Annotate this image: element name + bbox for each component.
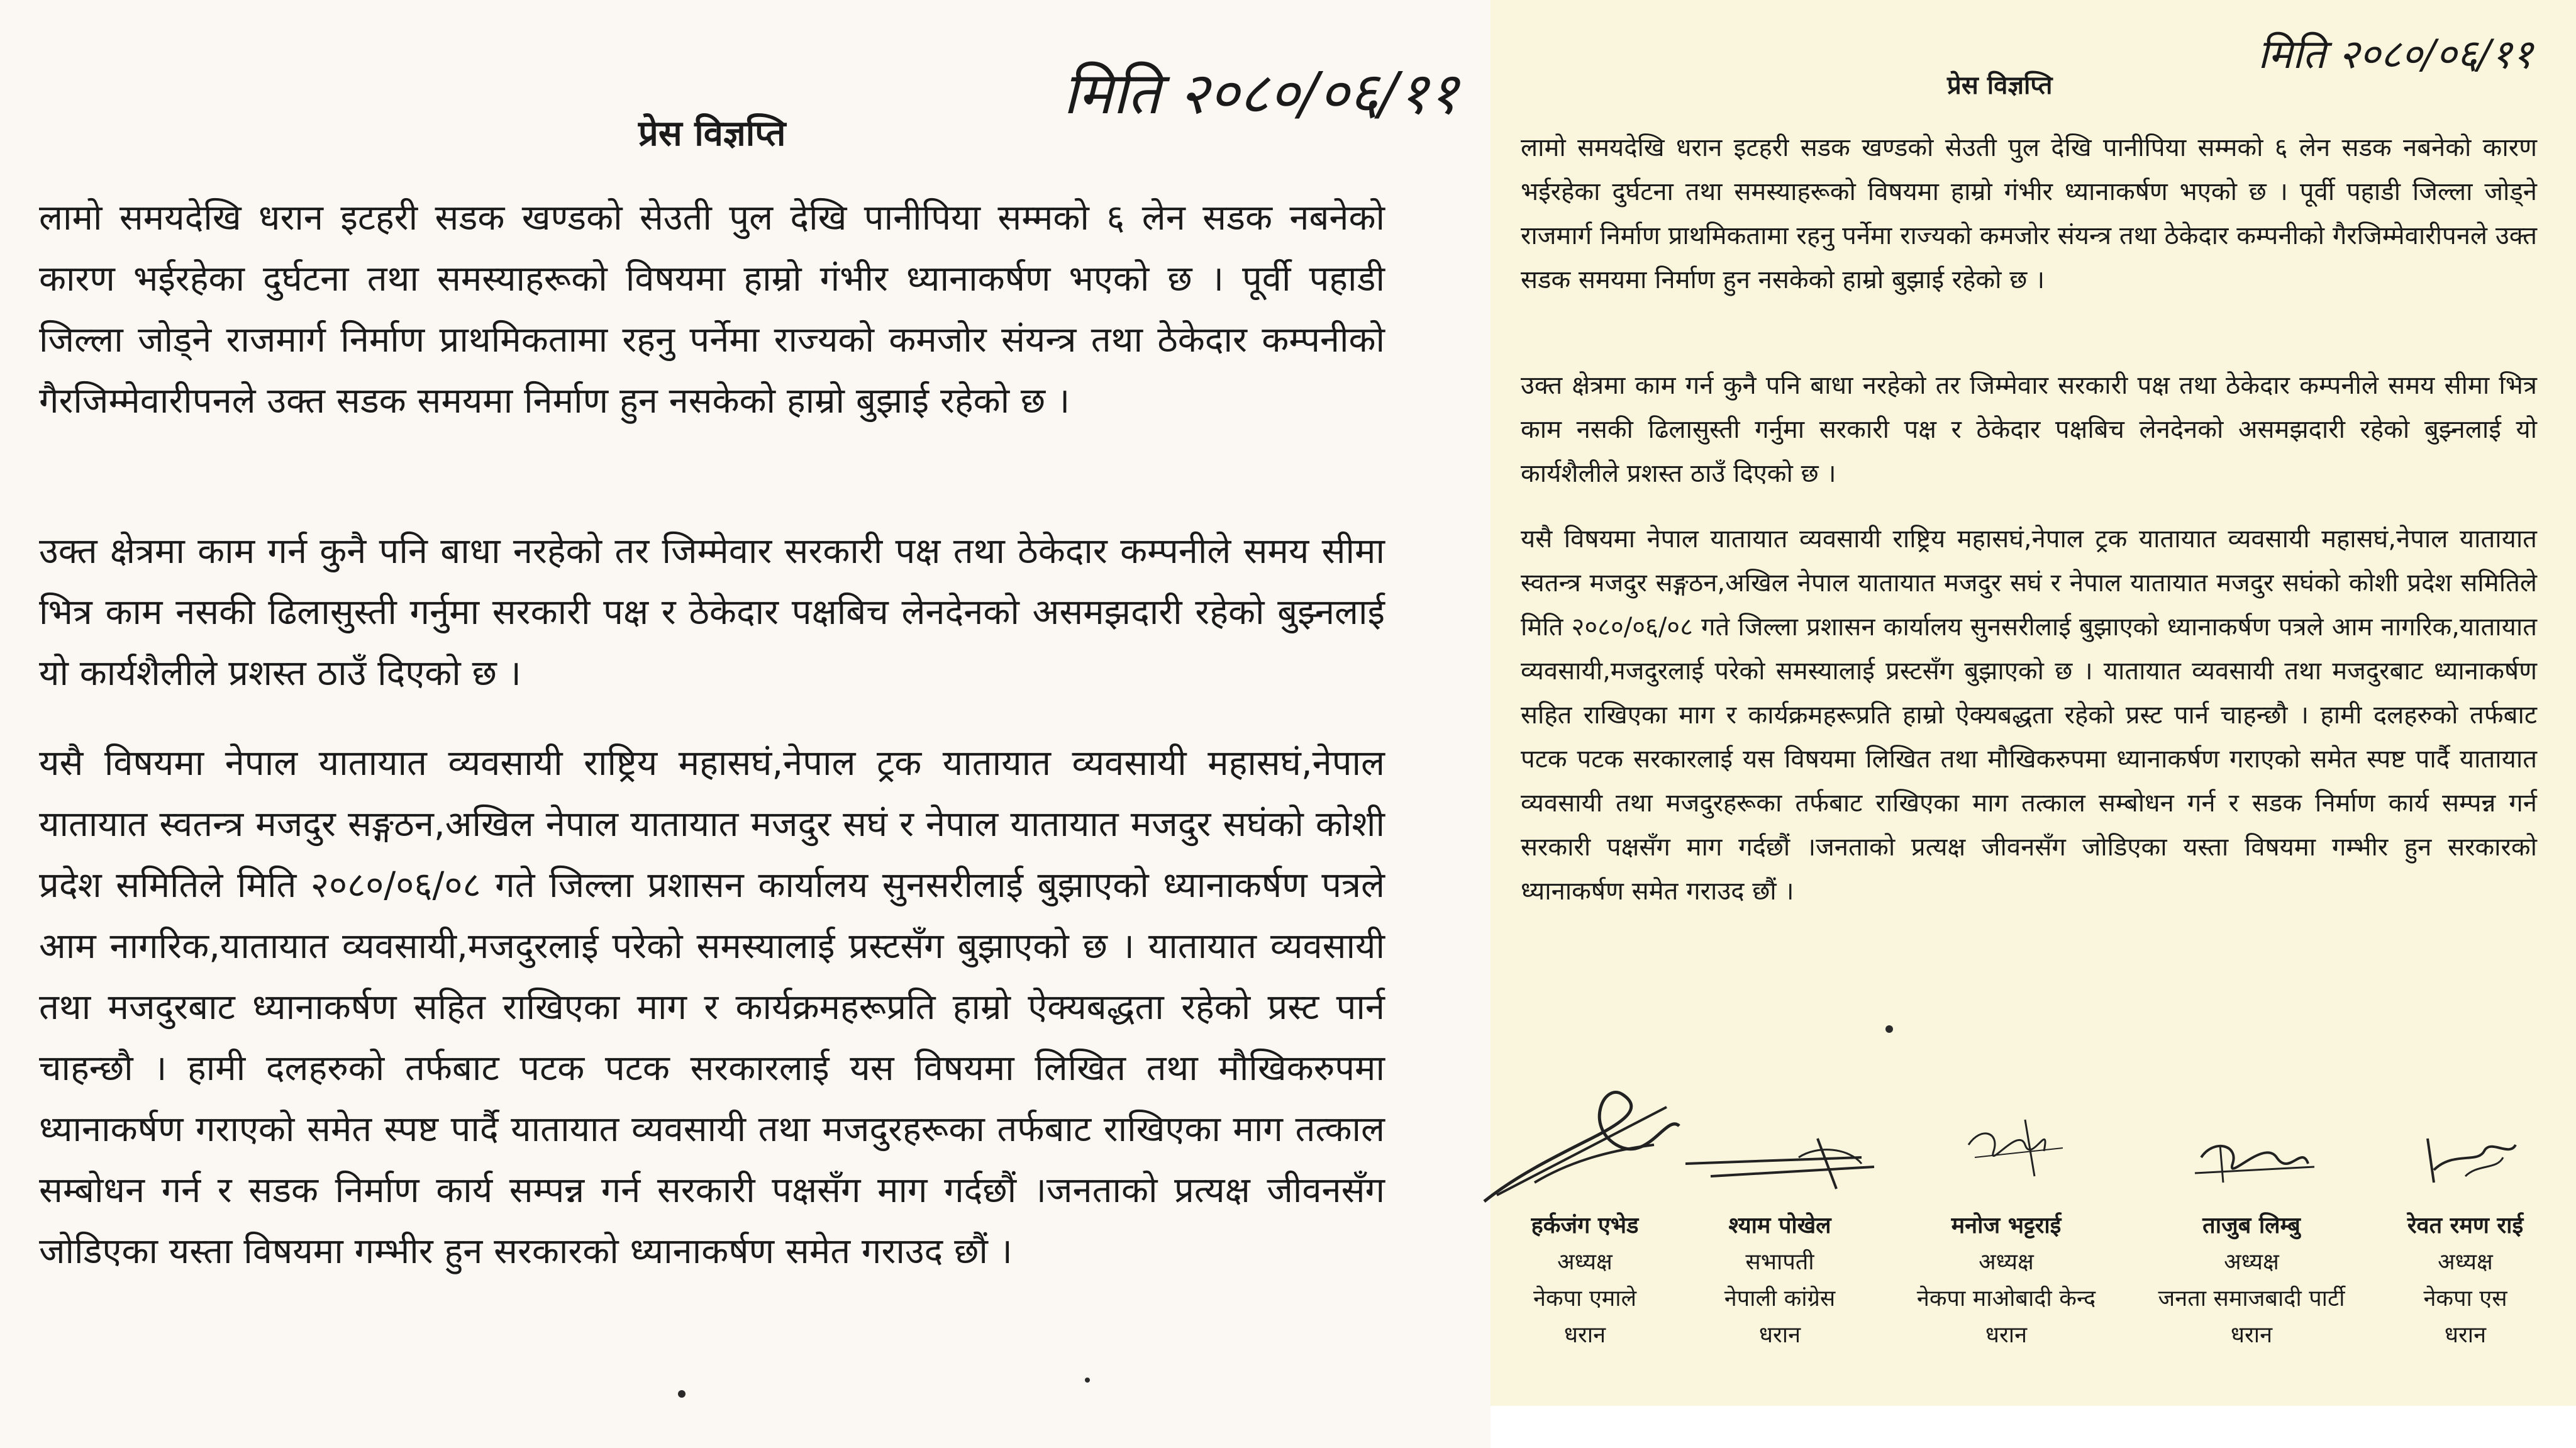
signatory-uml <box>1478 1069 1692 1354</box>
signatory-name: ताजुब लिम्बु <box>2202 1213 2301 1239</box>
scan-speck <box>1885 1025 1893 1033</box>
paragraph-contractor: उक्त क्षेत्रमा काम गर्न कुनै पनि बाधा नरहेको तर जिम्मेवार सरकारी पक्ष तथा ठेकेदार कम्पनीले समय सीमा भित्र काम नसकी ढिलासुस्ती गर्नुमा सरकारी पक्ष र ठेकेदार पक्षबिच लेनदेनको असमझदारी रहेको बुझ्नलाई यो कार्यशैलीले प्रशस्त ठाउँ दिएको छ । <box>39 531 1385 694</box>
signatory-party: नेकपा एस <box>2423 1286 2507 1312</box>
signatory-role: अध्यक्ष <box>1557 1249 1613 1275</box>
page-background <box>1491 1406 2576 1448</box>
press-release-title: प्रेस विज्ञप्ति <box>1947 71 2053 100</box>
signatory-place: धरान <box>1758 1322 1801 1348</box>
signatory-name: मनोज भट्टराई <box>1951 1213 2062 1239</box>
paragraph-demands: यसै विषयमा नेपाल यातायात व्यवसायी राष्ट्रिय महासघं,नेपाल ट्रक यातायात व्यवसायी महासघं,नेपाल यातायात स्वतन्त्र मजदुर सङ्गठन,अखिल नेपाल यातायात मजदुर सघं र नेपाल यातायात मजदुर सघंको कोशी प्रदेश समितिले मिति २०८०/०६/०८ गते जिल्ला प्रशासन कार्यालय सुनसरीलाई बुझाएको ध्यानाकर्षण पत्रले आम नागरिक,यातायात व्यवसायी,मजदुरलाई परेको समस्यालाई प्रस्टसँग बुझाएको छ । यातायात व्यवसायी तथा मजदुरबाट ध्यानाकर्षण सहित राखिएका माग र कार्यक्रमहरूप्रति हाम्रो ऐक्यबद्धता रहेको प्रस्ट पार्न चाहन्छौ । हामी दलहरुको तर्फबाट पटक पटक सरकारलाई यस विषयमा लिखित तथा मौखिकरुपमा ध्यानाकर्षण गराएको समेत स्पष्ट पार्दै यातायात व्यवसायी तथा मजदुरहरूका तर्फबाट राखिएका माग तत्काल सम्बोधन गर्न र सडक निर्माण कार्य सम्पन्न गर्न सरकारी पक्षसँग माग गर्दछौं ।जनताको प्रत्यक्ष जीवनसँग जोडिएका यस्ता विषयमा गम्भीर हुन सरकारको ध्यानाकर्षण समेत गराउद छौं । <box>39 743 1385 1272</box>
paragraph-contractor: उक्त क्षेत्रमा काम गर्न कुनै पनि बाधा नरहेको तर जिम्मेवार सरकारी पक्ष तथा ठेकेदार कम्पनीले समय सीमा भित्र काम नसकी ढिलासुस्ती गर्नुमा सरकारी पक्ष र ठेकेदार पक्षबिच लेनदेनको असमझदारी रहेको बुझ्नलाई यो कार्यशैलीले प्रशस्त ठाउँ दिएको छ । <box>1521 371 2537 488</box>
paragraph-road-issue: लामो समयदेखि धरान इटहरी सडक खण्डको सेउती पुल देखि पानीपिया सम्मको ६ लेन सडक नबनेको कारण भईरहेका दुर्घटना तथा समस्याहरूको विषयमा हाम्रो गंभीर ध्यानाकर्षण भएको छ । पूर्वी पहाडी जिल्ला जोड्ने राजमार्ग निर्माण प्राथमिकतामा रहनु पर्नेमा राज्यको कमजोर संयन्त्र तथा ठेकेदार कम्पनीको गैरजिम्मेवारीपनले उक्त सडक समयमा निर्माण हुन नसकेको हाम्रो बुझाई रहेको छ । <box>39 198 1385 421</box>
signatory-ncp-s <box>2358 1094 2572 1354</box>
signatory-place: धरान <box>2444 1322 2487 1348</box>
signatory-maoist <box>1899 1069 2113 1354</box>
signatory-name: हर्कजंग एभेड <box>1531 1213 1639 1239</box>
signatory-name: श्याम पोखेल <box>1728 1213 1831 1239</box>
signatory-place: धरान <box>1985 1322 2028 1348</box>
signature-scribble-icon <box>2145 1094 2358 1208</box>
signatory-role: अध्यक्ष <box>1979 1249 2034 1275</box>
handwritten-date: मिति २०८०/०६/११ <box>1063 60 1459 127</box>
signatory-role: अध्यक्ष <box>2224 1249 2279 1275</box>
scan-speck <box>678 1390 686 1398</box>
signature-scribble-icon <box>1673 1069 1887 1208</box>
signatory-place: धरान <box>1563 1322 1606 1348</box>
scan-speck <box>1085 1378 1090 1383</box>
press-release-original <box>1491 0 2576 1406</box>
signatory-jsp <box>2145 1094 2358 1354</box>
paragraph-demands: यसै विषयमा नेपाल यातायात व्यवसायी राष्ट्रिय महासघं,नेपाल ट्रक यातायात व्यवसायी महासघं,नेपाल यातायात स्वतन्त्र मजदुर सङ्गठन,अखिल नेपाल यातायात मजदुर सघं र नेपाल यातायात मजदुर सघंको कोशी प्रदेश समितिले मिति २०८०/०६/०८ गते जिल्ला प्रशासन कार्यालय सुनसरीलाई बुझाएको ध्यानाकर्षण पत्रले आम नागरिक,यातायात व्यवसायी,मजदुरलाई परेको समस्यालाई प्रस्टसँग बुझाएको छ । यातायात व्यवसायी तथा मजदुरबाट ध्यानाकर्षण सहित राखिएका माग र कार्यक्रमहरूप्रति हाम्रो ऐक्यबद्धता रहेको प्रस्ट पार्न चाहन्छौ । हामी दलहरुको तर्फबाट पटक पटक सरकारलाई यस विषयमा लिखित तथा मौखिकरुपमा ध्यानाकर्षण गराएको समेत स्पष्ट पार्दै यातायात व्यवसायी तथा मजदुरहरूका तर्फबाट राखिएका माग तत्काल सम्बोधन गर्न र सडक निर्माण कार्य सम्पन्न गर्न सरकारी पक्षसँग माग गर्दछौं ।जनताको प्रत्यक्ष जीवनसँग जोडिएका यस्ता विषयमा गम्भीर हुन सरकारको ध्यानाकर्षण समेत गराउद छौं । <box>1521 525 2537 906</box>
signature-scribble-icon <box>2358 1094 2572 1208</box>
signatory-place: धरान <box>2230 1322 2273 1348</box>
signatory-role: अध्यक्ष <box>2438 1249 2493 1275</box>
signatory-party: नेपाली कांग्रेस <box>1724 1286 1836 1312</box>
signature-scribble-icon <box>1899 1069 2113 1208</box>
signatory-party: जनता समाजबादी पार्टी <box>2158 1286 2345 1312</box>
signatory-congress <box>1673 1069 1887 1354</box>
paragraph-road-issue: लामो समयदेखि धरान इटहरी सडक खण्डको सेउती पुल देखि पानीपिया सम्मको ६ लेन सडक नबनेको कारण भईरहेका दुर्घटना तथा समस्याहरूको विषयमा हाम्रो गंभीर ध्यानाकर्षण भएको छ । पूर्वी पहाडी जिल्ला जोड्ने राजमार्ग निर्माण प्राथमिकतामा रहनु पर्नेमा राज्यको कमजोर संयन्त्र तथा ठेकेदार कम्पनीको गैरजिम्मेवारीपनले उक्त सडक समयमा निर्माण हुन नसकेको हाम्रो बुझाई रहेको छ । <box>1521 133 2537 294</box>
handwritten-date: मिति २०८०/०६/११ <box>2258 31 2533 78</box>
press-release-title: प्रेस विज्ञप्ति <box>638 113 786 154</box>
signature-scribble-icon <box>1478 1069 1692 1208</box>
signatory-role: सभापती <box>1745 1249 1814 1275</box>
signatory-party: नेकपा माओबादी केन्द <box>1916 1286 2096 1312</box>
signatory-party: नेकपा एमाले <box>1533 1286 1636 1312</box>
signatory-name: रेवत रमण राई <box>2407 1213 2524 1239</box>
